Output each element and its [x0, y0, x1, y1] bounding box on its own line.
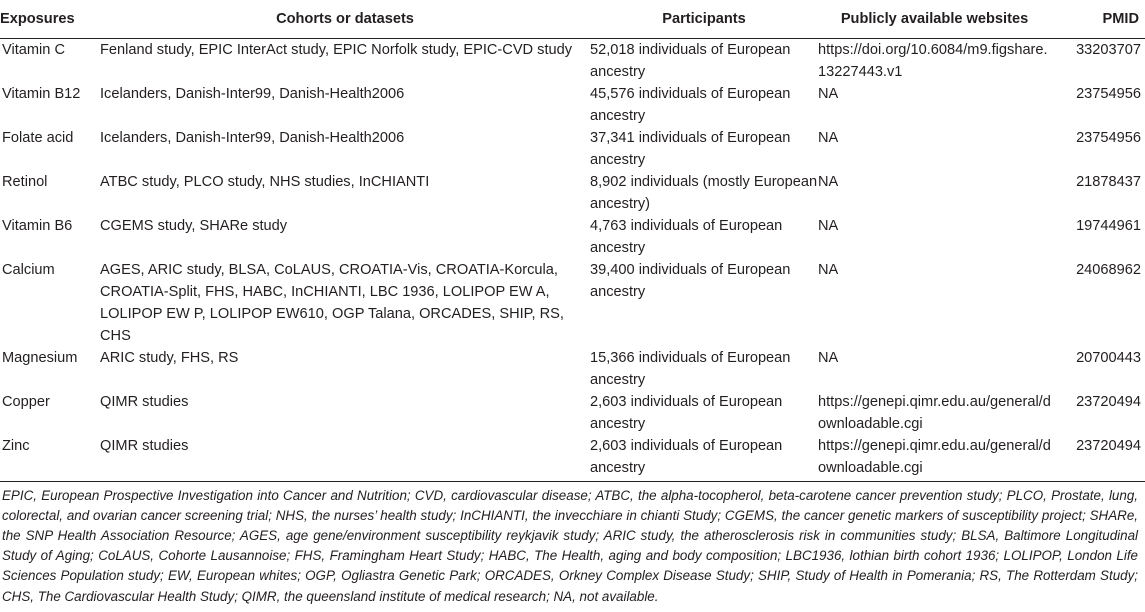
table-row	[0, 171, 1145, 215]
cell-pmid: 33203707	[1076, 42, 1141, 58]
cell-website: https://genepi.qimr.edu.au/general/downloadable.cgi	[818, 435, 1051, 481]
cell-pmid: 23720494	[1051, 435, 1145, 481]
cell-pmid: 21878437	[1076, 174, 1141, 190]
cell-participants: 39,400 individuals of European ancestry	[590, 262, 791, 300]
cell-participants: 45,576 individuals of European ancestry	[590, 86, 791, 124]
cell-website: NA	[818, 174, 839, 190]
table-row	[0, 435, 1145, 481]
cell-cohorts: Icelanders, Danish-Inter99, Danish-Health2006	[100, 130, 405, 146]
cell-website: https://genepi.qimr.edu.au/general/downloadable.cgi	[818, 394, 1051, 432]
cell-exposure: Copper	[2, 394, 50, 410]
cell-exposure: Folate acid	[2, 130, 74, 146]
cell-exposure: Zinc	[0, 435, 100, 481]
cell-participants: 52,018 individuals of European ancestry	[590, 42, 791, 80]
table-row	[0, 391, 1145, 435]
cell-participants: 2,603 individuals of European ancestry	[590, 394, 783, 432]
cell-participants: 15,366 individuals of European ancestry	[590, 350, 791, 388]
cell-exposure: Magnesium	[2, 350, 78, 366]
cell-cohorts: ATBC study, PLCO study, NHS studies, InCHIANTI	[100, 174, 430, 190]
cell-exposure: Retinol	[2, 174, 48, 190]
cell-cohorts: QIMR studies	[100, 394, 189, 410]
table-header	[0, 0, 1145, 39]
table-row	[0, 215, 1145, 259]
table-row	[0, 347, 1145, 391]
cell-exposure: Vitamin B6	[2, 218, 73, 234]
cell-cohorts: Fenland study, EPIC InterAct study, EPIC Norfolk study, EPIC-CVD study	[100, 42, 573, 58]
table-row	[0, 259, 1145, 347]
cell-pmid: 19744961	[1076, 218, 1141, 234]
cell-pmid: 24068962	[1076, 262, 1141, 278]
cell-website: NA	[818, 350, 839, 366]
cell-pmid: 23720494	[1076, 394, 1141, 410]
cell-exposure: Vitamin C	[2, 42, 65, 58]
cell-exposure: Vitamin B12	[2, 86, 81, 102]
cell-website: NA	[818, 130, 839, 146]
header-cohorts: Cohorts or datasets	[100, 0, 590, 39]
cell-participants: 2,603 individuals of European ancestry	[590, 435, 818, 481]
cell-website: https://doi.org/10.6084/m9.figshare.13227443.v1	[818, 42, 1048, 80]
table-footnote: EPIC, European Prospective Investigation into Cancer and Nutrition; CVD, cardiovascular disease; ATBC, the alpha-tocopherol, beta-carotene cancer prevention study; PLCO, Prostate, lung, colorectal, and ovarian cancer screening trial; NHS, the nurses’ health study; InCHIANTI, the invecchiare in chianti Study; CGEMS, the cancer genetic markers of susceptibility project; SHARe, the SNP Health Association Resource; AGES, age gene/environment susceptibility reykjavik study; ARIC study, the atherosclerosis risk in communities study; BLSA, Baltimore Longitudinal Study of Aging; CoLAUS, Cohorte Lausannoise; FHS, Framingham Heart Study; HABC, The Health, aging and body composition; LBC1936, lothian birth cohort 1936; LOLIPOP, London Life Sciences Population study; EW, European whites; OGP, Ogliastra Genetic Park; ORCADES, Orkney Complex Disease Study; SHIP, Study of Health in Pomerania; RS, The Rotterdam Study; CHS, The Cardiovascular Health Study; QIMR, the queensland institute of medical research; NA, not available.	[2, 487, 1138, 604]
table-row	[0, 127, 1145, 171]
header-row	[0, 0, 1145, 39]
cell-cohorts: Icelanders, Danish-Inter99, Danish-Health2006	[100, 86, 405, 102]
cell-website: NA	[818, 218, 839, 234]
table-body	[0, 39, 1145, 482]
cell-pmid: 23754956	[1076, 130, 1141, 146]
header-pmid: PMID	[1051, 0, 1145, 39]
table-row	[0, 83, 1145, 127]
cell-exposure: Calcium	[2, 262, 55, 278]
cell-website: NA	[818, 262, 839, 278]
header-participants: Participants	[590, 0, 818, 39]
cell-cohorts: ARIC study, FHS, RS	[100, 350, 239, 366]
table-row	[0, 39, 1145, 84]
cell-pmid: 23754956	[1076, 86, 1141, 102]
cell-cohorts: AGES, ARIC study, BLSA, CoLAUS, CROATIA-Vis, CROATIA-Korcula, CROATIA-Split, FHS, HABC, InCHIANTI, LBC 1936, LOLIPOP EW A, LOLIPOP EW P, LOLIPOP EW610, OGP Talana, ORCADES, SHIP, RS, CHS	[100, 262, 564, 344]
cell-participants: 37,341 individuals of European ancestry	[590, 130, 791, 168]
cell-cohorts: QIMR studies	[100, 435, 590, 481]
cell-participants: 4,763 individuals of European ancestry	[590, 218, 783, 256]
cell-pmid: 20700443	[1076, 350, 1141, 366]
cell-participants: 8,902 individuals (mostly European ancestry)	[590, 174, 818, 212]
header-exposures: Exposures	[0, 0, 100, 39]
header-websites: Publicly available websites	[818, 0, 1051, 39]
cell-cohorts: CGEMS study, SHARe study	[100, 218, 288, 234]
cell-website: NA	[818, 86, 839, 102]
